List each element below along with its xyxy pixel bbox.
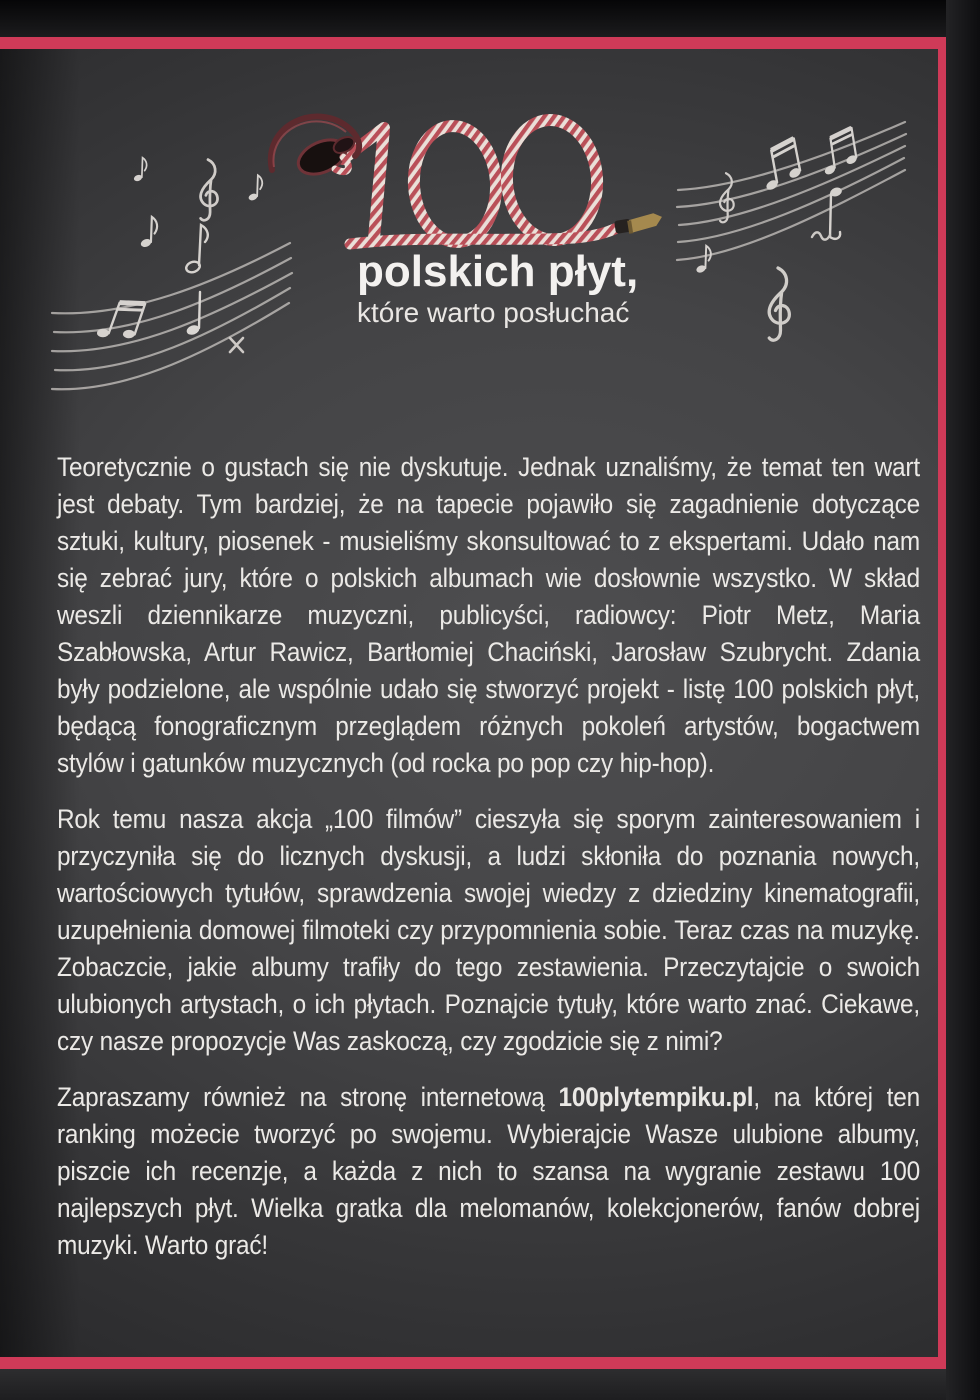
eighth-note-stem-down-icon: [829, 186, 843, 239]
music-staff-right: [677, 122, 906, 340]
website-url: 100plytempiku.pl: [558, 1082, 754, 1112]
intro-paragraph-2: Rok temu nasza akcja „100 filmów” cieszyła się sporym zainteresowaniem i przyczyniła się do licznych dyskusji, a ludzi skłoniła do poznania nowych, wartościowych tytułów, sprawdzenia swojej wiedzy z dziedziny kinematografii, uzupełnienia domowej filmoteki czy przypomnienia sobie. Teraz czas na muzykę. Zobaczcie, jakie albumy trafiły do tego zestawienia. Przeczytajcie o swoich ulubionych artystach, o ich płytach. Poznajcie tytuły, które warto znać. Ciekawe, czy nasze propozycje Was zaskoczą, czy zgodzicie się z nimi?: [57, 804, 920, 1056]
jack-plug-icon: [614, 212, 664, 234]
page-title: polskich płyt,: [357, 247, 639, 296]
eighth-note-icon: [695, 246, 711, 274]
cable-number-100: [343, 117, 617, 245]
half-note-icon: [185, 225, 208, 274]
frame-border-bottom: [0, 1357, 946, 1369]
treble-clef-icon: [769, 268, 789, 340]
title-block: [357, 249, 638, 329]
intro-text: [57, 449, 920, 1283]
page-subtitle: które warto posłuchać: [357, 297, 630, 329]
intro-paragraph-1: Teoretycznie o gustach się nie dyskutuje. Jednak uznaliśmy, że temat ten wart jest debaty. Tym bardziej, że na tapecie pojawiło się zagadnienie dotyczące sztuki, kultury, piosenek - musieliśmy skonsultować to z ekspertami. Udało nam się zebrać jury, które o polskich albumach wie dosłownie wszystko. W skład weszli dziennikarze muzyczni, publicyści, radiowcy: Piotr Metz, Maria Szabłowska, Artur Rawicz, Bartłomiej Chaciński, Jarosław Szubrycht. Zdania były podzielone, ale wspólnie udało się stworzyć projekt - listę 100 polskich płyt, będącą fonograficznym przeglądem różnych pokoleń artystów, bogactwem stylów i gatunków muzycznych (od rocka po pop czy hip-hop).: [57, 452, 920, 778]
eighth-note-icon: [133, 158, 147, 183]
intro-paragraph-3-start: Zapraszamy również na stronę internetową: [57, 1082, 559, 1112]
music-staff-left: [52, 158, 292, 390]
quarter-note-icon: [185, 292, 200, 336]
double-sharp-icon: [230, 338, 243, 352]
top-shade: [0, 0, 980, 37]
eighth-note-icon: [140, 217, 158, 249]
treble-clef-icon: [201, 160, 218, 221]
bottom-shade: [0, 1369, 946, 1400]
intro-paragraph-3-end: , na której ten ranking możecie tworzyć po swojemu. Wybierajcie Wasze ulubione albumy, piszcie ich recenzje, a każda z nich to szansa na wygranie zestawu 100 najlepszych płyt. Wielka gratka dla melomanów, kolekcjonerów, fanów dobrej muzyki. Warto grać!: [57, 1082, 920, 1260]
eighth-note-icon: [248, 175, 263, 201]
mordent-icon: [812, 232, 830, 239]
headphones-icon: [271, 117, 359, 181]
intro-paragraph-3: [57, 1079, 920, 1264]
